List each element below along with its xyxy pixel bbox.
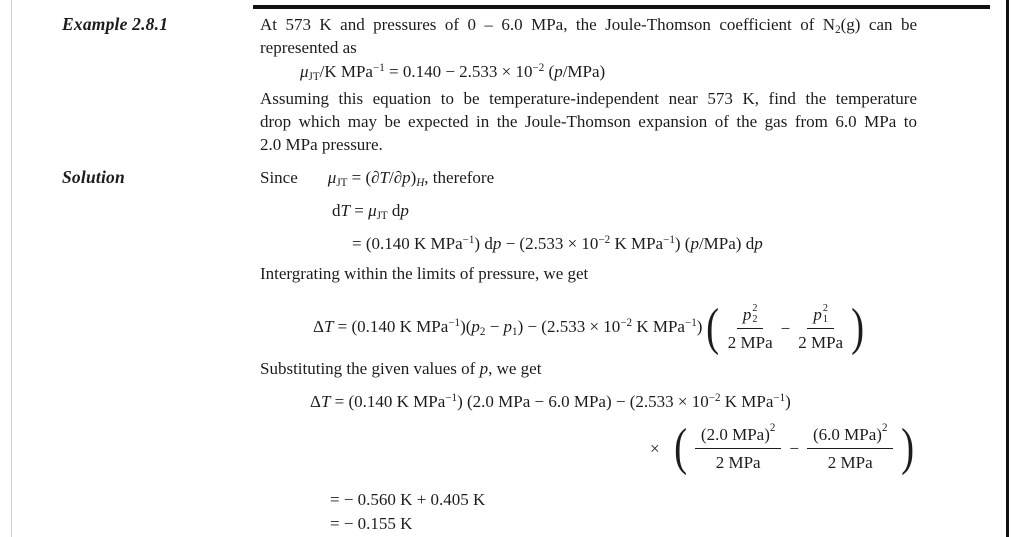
example-label: Example 2.8.1 xyxy=(62,14,169,34)
numerator-value: (6.0 MPa) xyxy=(813,424,882,444)
dT-expanded-equation: = (0.140 K MPa$^{-1}$) dp − ($2.533 \times 10^{-2}$ K MPa$^{-1}$) (p/MPa) dp xyxy=(352,234,763,253)
since-word: Since xyxy=(260,168,298,187)
fraction-numerator xyxy=(737,303,764,329)
sup-sub-stack xyxy=(752,304,757,325)
problem-text-line-2: represented as xyxy=(260,38,357,57)
fraction-denominator: 2 MPa xyxy=(727,332,773,352)
subscript: 2 xyxy=(752,313,758,325)
substituting-text: Substituting the given values of p, we get xyxy=(260,359,542,378)
superscript: 2 xyxy=(752,303,758,315)
right-parenthesis: ) xyxy=(901,418,915,476)
left-parenthesis: ( xyxy=(706,298,720,356)
times-fraction-line xyxy=(650,419,919,477)
result-line-1: = − 0.560 K + 0.405 K xyxy=(330,490,486,509)
deltaT-integrated-equation xyxy=(313,299,868,357)
result-line-2: = − 0.155 K xyxy=(330,514,413,533)
minus-sign: − xyxy=(789,438,799,458)
fraction-p2-squared xyxy=(728,303,773,354)
since-line xyxy=(260,166,494,192)
problem-text-line-5: 2.0 MPa pressure. xyxy=(260,135,383,154)
mu-jt-equation: μJT/K $MPa^{-1} = 0.140 - 2.533 \times 10^{-2}$ (p/MPa) xyxy=(300,62,606,84)
deltaT-values-equation: ΔT = (0.140 K MPa$^{-1}$) (2.0 MPa − 6.0 $MPa) - (2.533 \times 10^{-2}$ K MPa$^{-1}$) xyxy=(310,392,791,411)
p-symbol: p xyxy=(742,304,752,324)
fraction-6mpa-squared xyxy=(807,423,893,474)
fraction-numerator xyxy=(807,303,834,329)
numerator-value: (2.0 MPa) xyxy=(700,424,770,444)
section-top-rule xyxy=(253,5,990,9)
left-parenthesis: ( xyxy=(673,418,687,476)
problem-text-line-1: At 573 K and pressures of 0 – 6.0 MPa, the Joule-Thomson coefficient of N2(g) can be xyxy=(260,15,917,37)
fraction-denominator: 2 MPa xyxy=(827,452,873,472)
integrating-text: Intergrating within the limits of pressure, we get xyxy=(260,264,589,283)
fraction-p1-squared xyxy=(798,303,843,354)
problem-text-line-4: drop which may be expected in the Joule-Thomson expansion of the gas from 6.0 MPa to xyxy=(260,112,917,131)
superscript: 2 xyxy=(881,421,888,434)
sup-sub-stack xyxy=(823,304,828,325)
multiplication-sign: × xyxy=(650,438,660,458)
solution-label: Solution xyxy=(62,167,125,187)
left-edge-rule xyxy=(11,0,12,537)
superscript: 2 xyxy=(769,421,776,434)
dT-equation: dT = μJT dp xyxy=(332,201,409,223)
right-parenthesis: ) xyxy=(851,298,865,356)
fraction-denominator: 2 MPa xyxy=(798,332,844,352)
superscript: 2 xyxy=(822,303,828,315)
subscript: 1 xyxy=(822,313,828,325)
p-symbol: p xyxy=(813,304,822,324)
mu-definition-equation: μJT = (∂T/∂p)H, therefore xyxy=(327,168,495,190)
problem-text-line-3: Assuming this equation to be temperature-independent near 573 K, find the temperature xyxy=(260,89,917,108)
deltaT-prefix: ΔT = (0.140 K $MPa^{-1})(p2 - p1) - (2.533 \times 10^{-2}$ K MPa$^{-1}$) xyxy=(313,317,703,339)
fraction-denominator: 2 MPa xyxy=(715,452,761,472)
minus-sign: − xyxy=(780,318,791,338)
fraction-numerator xyxy=(807,423,893,449)
right-edge-rule xyxy=(1006,0,1009,537)
fraction-numerator xyxy=(695,423,781,449)
fraction-2mpa-squared xyxy=(695,423,781,474)
